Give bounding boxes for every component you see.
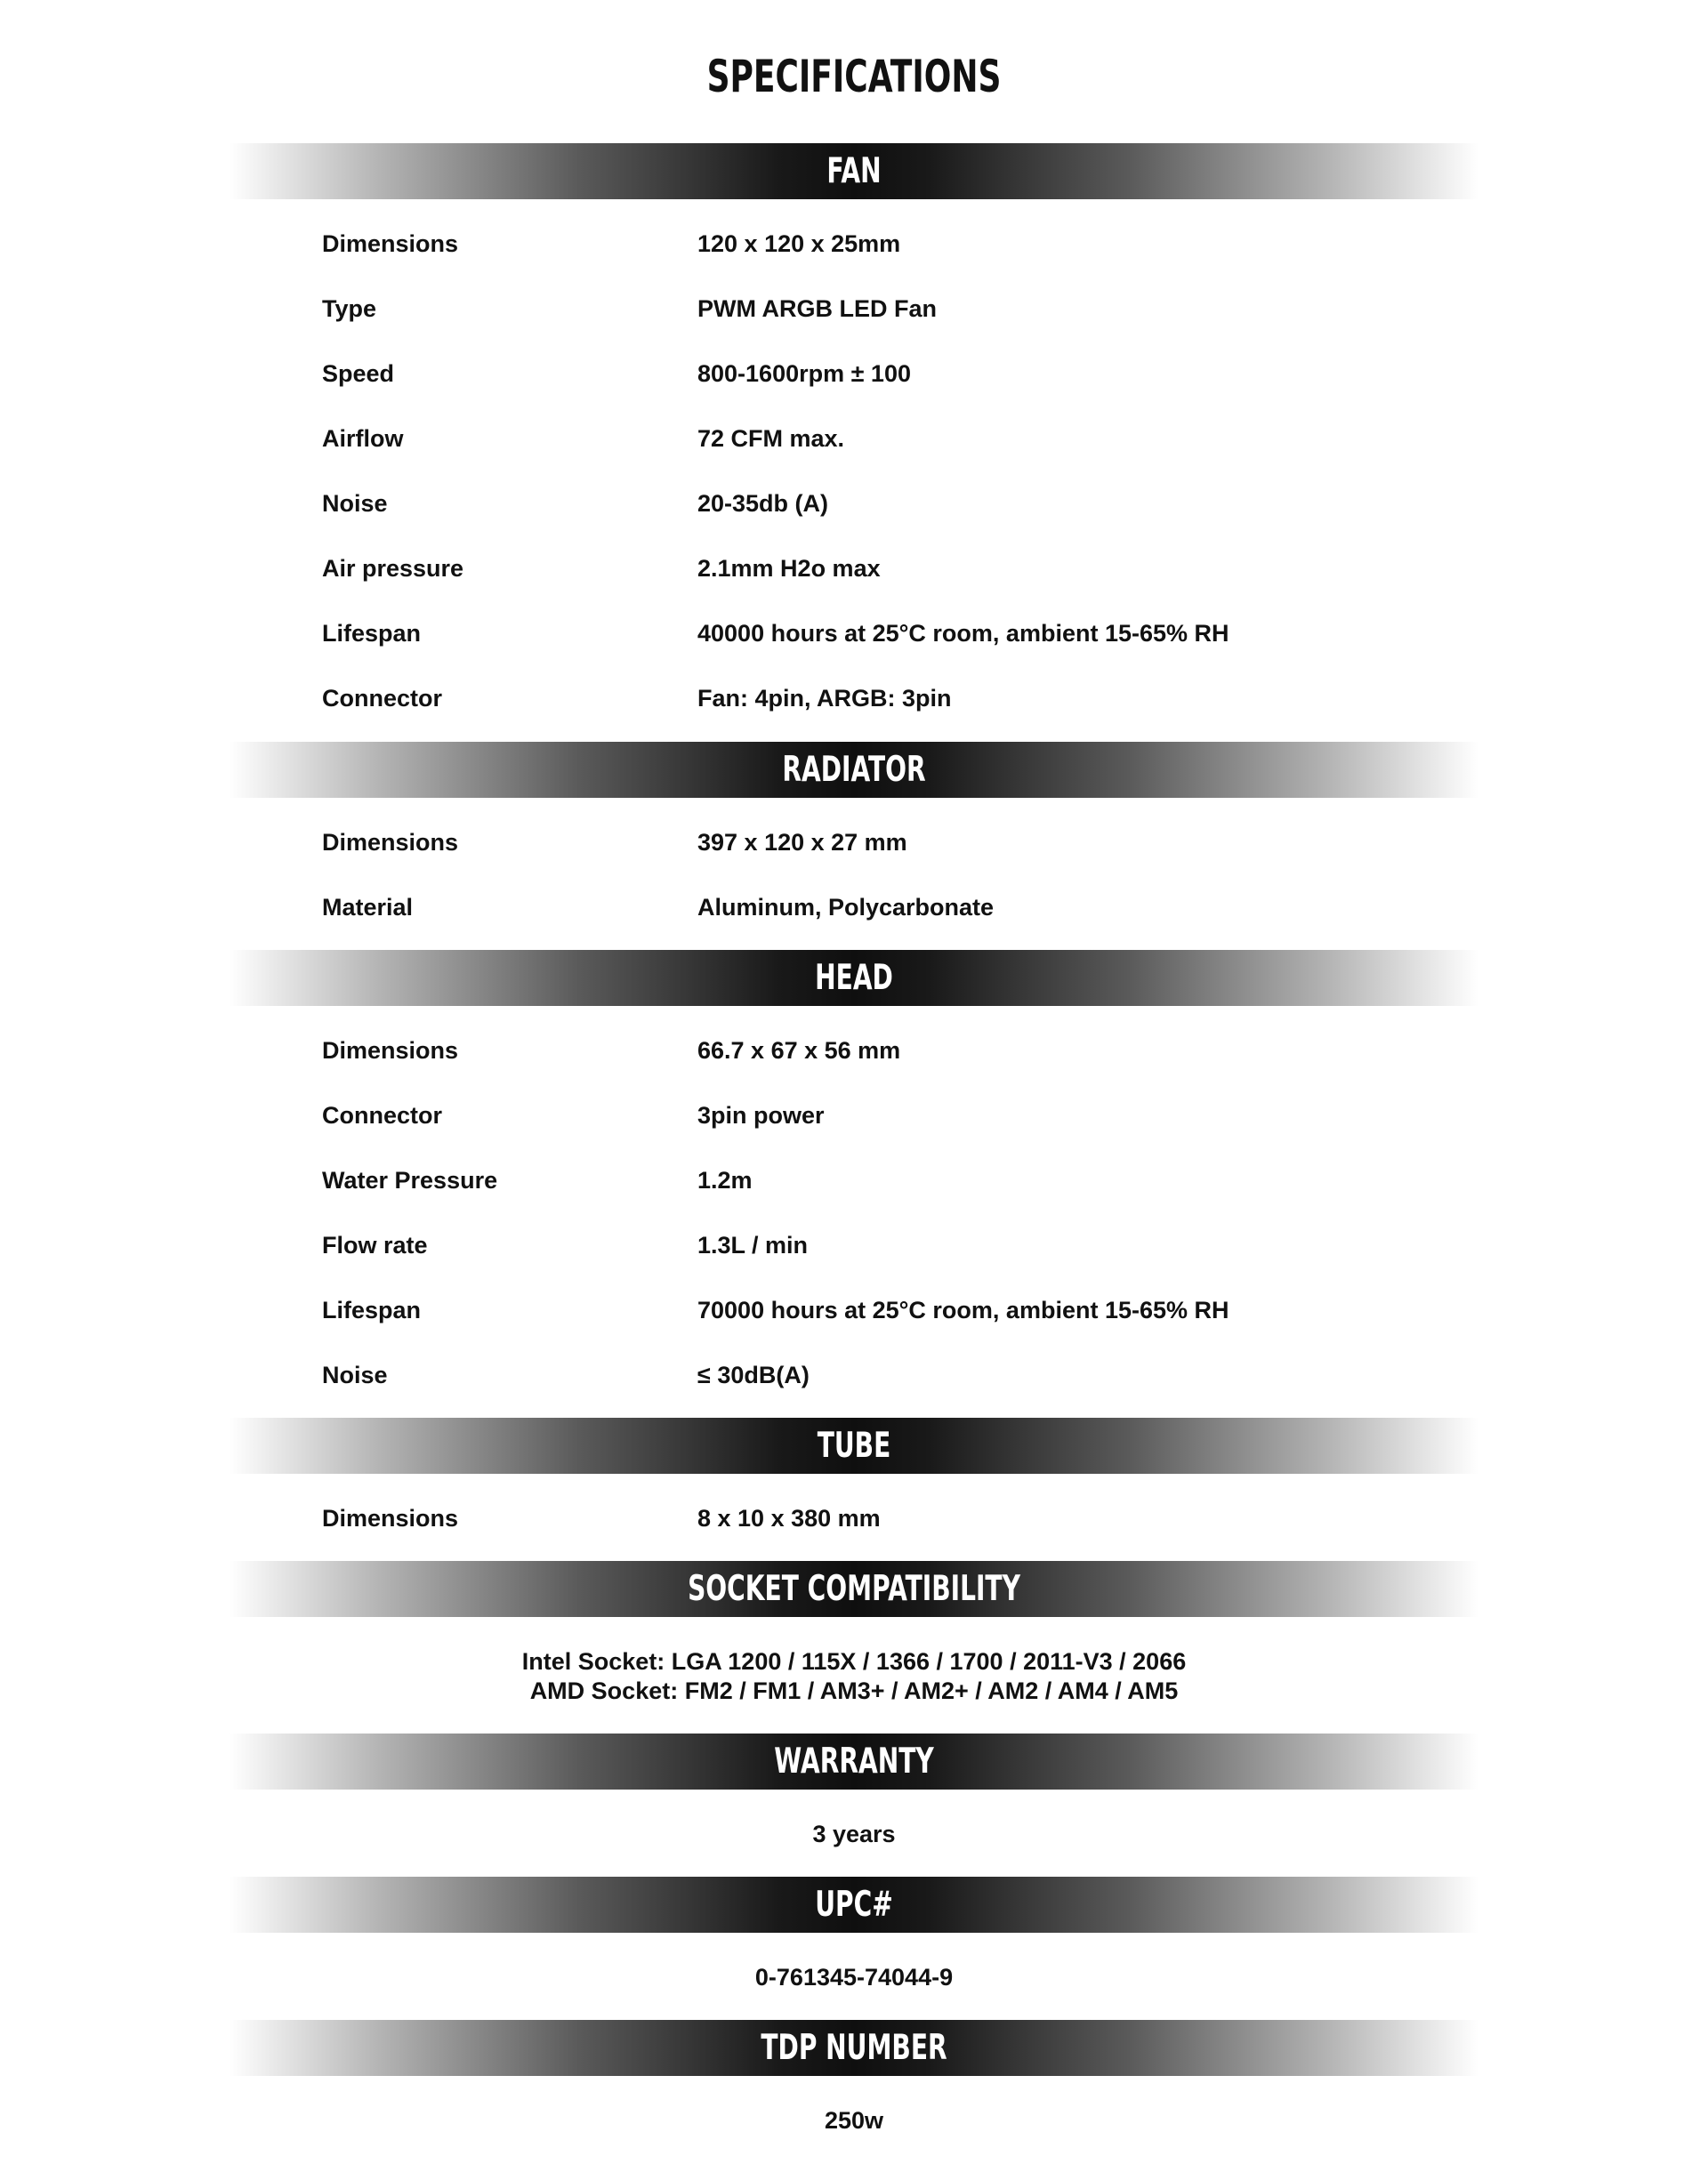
spec-row xyxy=(0,825,1708,860)
spec-row xyxy=(0,1033,1708,1068)
spec-label: Air pressure xyxy=(322,555,464,582)
section-title: FAN xyxy=(826,151,882,191)
section-title: UPC# xyxy=(815,1885,893,1925)
spec-label: Dimensions xyxy=(322,829,459,856)
socket-intel-text: Intel Socket: LGA 1200 / 115X / 1366 / 1700 / 2011-V3 / 2066 xyxy=(521,1648,1187,1675)
spec-label: Connector xyxy=(322,685,442,712)
section-header-warranty xyxy=(230,1734,1478,1790)
spec-label: Dimensions xyxy=(322,1505,459,1532)
section-header-head xyxy=(230,950,1478,1006)
spec-row xyxy=(0,1098,1708,1133)
spec-value: 2.1mm H2o max xyxy=(697,555,881,582)
spec-row xyxy=(0,551,1708,586)
spec-value: 70000 hours at 25°C room, ambient 15-65% RH xyxy=(697,1297,1229,1323)
spec-value: 8 x 10 x 380 mm xyxy=(697,1505,881,1532)
socket-amd-text: AMD Socket: FM2 / FM1 / AM3+ / AM2+ / AM2 / AM4 / AM5 xyxy=(529,1677,1179,1704)
spec-row xyxy=(0,1357,1708,1393)
spec-row xyxy=(0,486,1708,521)
spec-value: 1.2m xyxy=(697,1167,753,1194)
spec-label: Airflow xyxy=(322,425,404,452)
spec-label: Noise xyxy=(322,490,388,517)
spec-label: Connector xyxy=(322,1102,442,1129)
spec-row xyxy=(0,1162,1708,1198)
spec-row xyxy=(0,226,1708,261)
spec-row xyxy=(0,421,1708,456)
warranty-text: 3 years xyxy=(812,1821,896,1847)
section-header-fan xyxy=(230,143,1478,199)
spec-value: 120 x 120 x 25mm xyxy=(697,230,901,257)
section-header-radiator xyxy=(230,742,1478,798)
spec-value: 40000 hours at 25°C room, ambient 15-65% RH xyxy=(697,620,1229,647)
section-header-socket-compatibility xyxy=(230,1561,1478,1617)
section-title: SOCKET COMPATIBILITY xyxy=(688,1569,1020,1609)
section-title: HEAD xyxy=(815,958,893,998)
section-title: WARRANTY xyxy=(774,1742,934,1782)
section-title: TDP NUMBER xyxy=(761,2028,947,2068)
spec-label: Water Pressure xyxy=(322,1167,498,1194)
page-title: SPECIFICATIONS xyxy=(706,51,1002,102)
spec-label: Dimensions xyxy=(322,230,459,257)
spec-label: Lifespan xyxy=(322,1297,422,1323)
section-title: RADIATOR xyxy=(782,750,926,790)
spec-row xyxy=(0,615,1708,651)
spec-label: Noise xyxy=(322,1362,388,1388)
spec-label: Speed xyxy=(322,360,395,387)
tdp-text: 250w xyxy=(824,2107,884,2134)
spec-value: 397 x 120 x 27 mm xyxy=(697,829,907,856)
spec-value: 1.3L / min xyxy=(697,1232,809,1259)
spec-label: Dimensions xyxy=(322,1037,459,1064)
spec-label: Flow rate xyxy=(322,1232,428,1259)
spec-row xyxy=(0,291,1708,326)
section-header-tube xyxy=(230,1418,1478,1474)
spec-label: Type xyxy=(322,295,377,322)
spec-value: 3pin power xyxy=(697,1102,825,1129)
spec-label: Material xyxy=(322,894,414,921)
spec-value: ≤ 30dB(A) xyxy=(697,1362,810,1388)
spec-value: 20-35db (A) xyxy=(697,490,829,517)
spec-row xyxy=(0,1227,1708,1263)
section-title: TUBE xyxy=(817,1426,891,1466)
section-header-upc xyxy=(230,1877,1478,1933)
spec-row xyxy=(0,1500,1708,1536)
spec-row xyxy=(0,1292,1708,1328)
spec-row xyxy=(0,680,1708,716)
section-header-tdp-number xyxy=(230,2020,1478,2076)
spec-value: 66.7 x 67 x 56 mm xyxy=(697,1037,901,1064)
spec-label: Lifespan xyxy=(322,620,422,647)
spec-value: 800-1600rpm ± 100 xyxy=(697,360,911,387)
spec-value: 72 CFM max. xyxy=(697,425,845,452)
upc-text: 0-761345-74044-9 xyxy=(754,1964,954,1991)
spec-row xyxy=(0,889,1708,925)
spec-value: PWM ARGB LED Fan xyxy=(697,295,937,322)
spec-row xyxy=(0,356,1708,391)
spec-value: Fan: 4pin, ARGB: 3pin xyxy=(697,685,952,712)
spec-value: Aluminum, Polycarbonate xyxy=(697,894,995,921)
